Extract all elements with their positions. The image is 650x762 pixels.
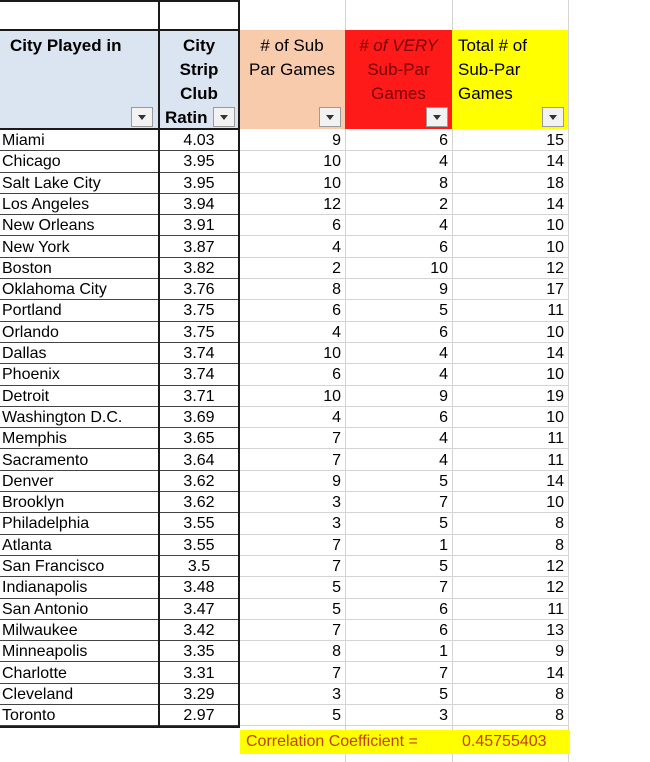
cell-rating[interactable]: 3.87 bbox=[159, 237, 239, 258]
cell-city[interactable]: Salt Lake City bbox=[0, 173, 159, 194]
header-rating-line: Club bbox=[180, 84, 218, 103]
cell-total[interactable]: 14 bbox=[452, 194, 568, 215]
header-very-sub-par-line: Sub-Par bbox=[367, 60, 430, 79]
cell-city[interactable]: Toronto bbox=[0, 705, 159, 726]
cell-city[interactable]: New Orleans bbox=[0, 215, 159, 236]
cell-sub-par[interactable]: 5 bbox=[239, 705, 345, 726]
cell-very-sub-par[interactable]: 9 bbox=[345, 386, 452, 407]
table-row bbox=[0, 471, 573, 492]
header-sub-par bbox=[239, 30, 345, 129]
border-header-bottom bbox=[0, 128, 240, 130]
cell-sub-par[interactable]: 7 bbox=[239, 428, 345, 449]
cell-rating[interactable]: 3.62 bbox=[159, 471, 239, 492]
cell-very-sub-par[interactable]: 7 bbox=[345, 663, 452, 684]
table-row bbox=[0, 364, 573, 385]
cell-very-sub-par[interactable]: 2 bbox=[345, 194, 452, 215]
cell-total[interactable]: 10 bbox=[452, 407, 568, 428]
cell-rating[interactable]: 3.75 bbox=[159, 322, 239, 343]
cell-city[interactable]: Denver bbox=[0, 471, 159, 492]
table-row bbox=[0, 173, 573, 194]
cell-city[interactable]: Sacramento bbox=[0, 450, 159, 471]
cell-rating[interactable]: 3.42 bbox=[159, 620, 239, 641]
header-rating-line: Strip bbox=[179, 60, 219, 79]
table-row bbox=[0, 556, 573, 577]
cell-total[interactable]: 9 bbox=[452, 641, 568, 662]
cell-very-sub-par[interactable]: 4 bbox=[345, 364, 452, 385]
table-row bbox=[0, 513, 573, 534]
cell-sub-par[interactable]: 12 bbox=[239, 194, 345, 215]
cell-very-sub-par[interactable]: 7 bbox=[345, 492, 452, 513]
cell-very-sub-par[interactable]: 6 bbox=[345, 599, 452, 620]
cell-rating[interactable]: 3.75 bbox=[159, 300, 239, 321]
header-very-sub-par bbox=[345, 30, 452, 129]
cell-sub-par[interactable]: 10 bbox=[239, 343, 345, 364]
cell-very-sub-par[interactable]: 5 bbox=[345, 556, 452, 577]
cell-sub-par[interactable]: 5 bbox=[239, 577, 345, 598]
cell-total[interactable]: 12 bbox=[452, 556, 568, 577]
cell-total[interactable]: 15 bbox=[452, 130, 568, 151]
correlation-label: Correlation Coefficient = bbox=[246, 733, 418, 750]
header-very-sub-par-line: Games bbox=[371, 84, 426, 103]
table-row bbox=[0, 535, 573, 556]
cell-city[interactable]: Los Angeles bbox=[0, 194, 159, 215]
cell-sub-par[interactable]: 3 bbox=[239, 492, 345, 513]
cell-very-sub-par[interactable]: 10 bbox=[345, 258, 452, 279]
cell-total[interactable]: 8 bbox=[452, 705, 568, 726]
cell-city[interactable]: Minneapolis bbox=[0, 641, 159, 662]
cell-total[interactable]: 14 bbox=[452, 343, 568, 364]
cell-sub-par[interactable]: 6 bbox=[239, 300, 345, 321]
table-row bbox=[0, 407, 573, 428]
cell-total[interactable]: 8 bbox=[452, 684, 568, 705]
cell-city[interactable]: Brooklyn bbox=[0, 492, 159, 513]
table-row bbox=[0, 130, 573, 151]
cell-sub-par[interactable]: 7 bbox=[239, 620, 345, 641]
table-row bbox=[0, 343, 573, 364]
table-row bbox=[0, 450, 573, 471]
cell-sub-par[interactable]: 6 bbox=[239, 215, 345, 236]
cell-very-sub-par[interactable]: 5 bbox=[345, 684, 452, 705]
border-table-bottom bbox=[0, 726, 240, 728]
cell-total[interactable]: 8 bbox=[452, 513, 568, 534]
cell-sub-par[interactable]: 10 bbox=[239, 151, 345, 172]
table-row bbox=[0, 428, 573, 449]
header-sub-par-label bbox=[239, 34, 345, 82]
filter-dropdown-rating[interactable] bbox=[213, 107, 235, 127]
cell-city[interactable]: New York bbox=[0, 237, 159, 258]
table-row bbox=[0, 194, 573, 215]
table-row bbox=[0, 492, 573, 513]
table-row bbox=[0, 300, 573, 321]
table-row bbox=[0, 151, 573, 172]
cell-total[interactable]: 11 bbox=[452, 599, 568, 620]
table-row bbox=[0, 641, 573, 662]
border-top bbox=[0, 0, 240, 2]
filter-dropdown-very-sub-par[interactable] bbox=[426, 107, 448, 127]
cell-sub-par[interactable]: 7 bbox=[239, 663, 345, 684]
cell-city[interactable]: Chicago bbox=[0, 151, 159, 172]
cell-very-sub-par[interactable]: 6 bbox=[345, 322, 452, 343]
cell-very-sub-par[interactable]: 4 bbox=[345, 428, 452, 449]
table-row bbox=[0, 620, 573, 641]
table-row bbox=[0, 705, 573, 726]
cell-very-sub-par[interactable]: 4 bbox=[345, 151, 452, 172]
cell-sub-par[interactable]: 7 bbox=[239, 450, 345, 471]
cell-sub-par[interactable]: 5 bbox=[239, 599, 345, 620]
filter-dropdown-sub-par[interactable] bbox=[319, 107, 341, 127]
cell-sub-par[interactable]: 8 bbox=[239, 641, 345, 662]
cell-rating[interactable]: 3.31 bbox=[159, 663, 239, 684]
header-total-line: Games bbox=[458, 84, 513, 103]
cell-very-sub-par[interactable]: 9 bbox=[345, 279, 452, 300]
cell-rating[interactable]: 3.82 bbox=[159, 258, 239, 279]
cell-total[interactable]: 10 bbox=[452, 492, 568, 513]
cell-total[interactable]: 17 bbox=[452, 279, 568, 300]
header-sub-par-line: # of Sub bbox=[260, 36, 324, 55]
cell-rating[interactable]: 4.03 bbox=[159, 130, 239, 151]
table-row bbox=[0, 577, 573, 598]
cell-rating[interactable]: 2.97 bbox=[159, 705, 239, 726]
cell-sub-par[interactable]: 2 bbox=[239, 258, 345, 279]
cell-rating[interactable]: 3.91 bbox=[159, 215, 239, 236]
table-row bbox=[0, 322, 573, 343]
cell-very-sub-par[interactable]: 5 bbox=[345, 513, 452, 534]
cell-city[interactable]: Milwaukee bbox=[0, 620, 159, 641]
cell-rating[interactable]: 3.5 bbox=[159, 556, 239, 577]
cell-very-sub-par[interactable]: 4 bbox=[345, 215, 452, 236]
cell-total[interactable]: 12 bbox=[452, 258, 568, 279]
cell-rating[interactable]: 3.29 bbox=[159, 684, 239, 705]
table-row bbox=[0, 279, 573, 300]
table-row bbox=[0, 386, 573, 407]
header-city bbox=[0, 30, 159, 129]
cell-sub-par[interactable]: 4 bbox=[239, 322, 345, 343]
cell-rating[interactable]: 3.76 bbox=[159, 279, 239, 300]
cell-sub-par[interactable]: 9 bbox=[239, 130, 345, 151]
cell-rating[interactable]: 3.95 bbox=[159, 173, 239, 194]
cell-very-sub-par[interactable]: 8 bbox=[345, 173, 452, 194]
cell-sub-par[interactable]: 3 bbox=[239, 684, 345, 705]
cell-city[interactable]: Miami bbox=[0, 130, 159, 151]
filter-dropdown-total[interactable] bbox=[542, 107, 564, 127]
cell-very-sub-par[interactable]: 1 bbox=[345, 535, 452, 556]
cell-rating[interactable]: 3.55 bbox=[159, 535, 239, 556]
cell-rating[interactable]: 3.65 bbox=[159, 428, 239, 449]
cell-total[interactable]: 10 bbox=[452, 322, 568, 343]
cell-rating[interactable]: 3.62 bbox=[159, 492, 239, 513]
cell-city[interactable]: Orlando bbox=[0, 322, 159, 343]
table-row bbox=[0, 663, 573, 684]
cell-city[interactable]: Dallas bbox=[0, 343, 159, 364]
cell-sub-par[interactable]: 4 bbox=[239, 237, 345, 258]
cell-rating[interactable]: 3.48 bbox=[159, 577, 239, 598]
cell-total[interactable]: 12 bbox=[452, 577, 568, 598]
cell-sub-par[interactable]: 4 bbox=[239, 407, 345, 428]
cell-city[interactable]: Washington D.C. bbox=[0, 407, 159, 428]
border-city-right bbox=[158, 0, 160, 728]
cell-sub-par[interactable]: 7 bbox=[239, 556, 345, 577]
filter-dropdown-city[interactable] bbox=[131, 107, 153, 127]
cell-very-sub-par[interactable]: 6 bbox=[345, 130, 452, 151]
cell-city[interactable]: Memphis bbox=[0, 428, 159, 449]
cell-total[interactable]: 11 bbox=[452, 300, 568, 321]
cell-city[interactable]: Indianapolis bbox=[0, 577, 159, 598]
header-sub-par-line: Par Games bbox=[249, 60, 335, 79]
cell-total[interactable]: 8 bbox=[452, 535, 568, 556]
header-city-label: City Played in bbox=[10, 36, 122, 55]
header-very-sub-par-label bbox=[345, 34, 452, 106]
cell-city[interactable]: Phoenix bbox=[0, 364, 159, 385]
header-total-label bbox=[452, 34, 568, 106]
cell-sub-par[interactable]: 8 bbox=[239, 279, 345, 300]
cell-sub-par[interactable]: 10 bbox=[239, 173, 345, 194]
cell-sub-par[interactable]: 3 bbox=[239, 513, 345, 534]
header-total-line: Total # of bbox=[458, 36, 527, 55]
cell-very-sub-par[interactable]: 6 bbox=[345, 620, 452, 641]
cell-city[interactable]: Portland bbox=[0, 300, 159, 321]
cell-rating[interactable]: 3.55 bbox=[159, 513, 239, 534]
cell-rating[interactable]: 3.47 bbox=[159, 599, 239, 620]
cell-total[interactable]: 18 bbox=[452, 173, 568, 194]
cell-total[interactable]: 11 bbox=[452, 450, 568, 471]
cell-city[interactable]: Oklahoma City bbox=[0, 279, 159, 300]
cell-very-sub-par[interactable]: 5 bbox=[345, 300, 452, 321]
cell-city[interactable]: Cleveland bbox=[0, 684, 159, 705]
cell-very-sub-par[interactable]: 4 bbox=[345, 343, 452, 364]
header-total-line: Sub-Par bbox=[458, 60, 521, 79]
cell-very-sub-par[interactable]: 5 bbox=[345, 471, 452, 492]
table-row bbox=[0, 599, 573, 620]
cell-total[interactable]: 13 bbox=[452, 620, 568, 641]
cell-city[interactable]: San Francisco bbox=[0, 556, 159, 577]
cell-total[interactable]: 10 bbox=[452, 215, 568, 236]
cell-rating[interactable]: 3.74 bbox=[159, 343, 239, 364]
cell-very-sub-par[interactable]: 7 bbox=[345, 577, 452, 598]
header-very-sub-par-line: # of VERY bbox=[359, 36, 438, 55]
cell-city[interactable]: Boston bbox=[0, 258, 159, 279]
cell-city[interactable]: Charlotte bbox=[0, 663, 159, 684]
cell-very-sub-par[interactable]: 4 bbox=[345, 450, 452, 471]
cell-rating[interactable]: 3.94 bbox=[159, 194, 239, 215]
border-rating-right bbox=[238, 0, 240, 728]
cell-rating[interactable]: 3.35 bbox=[159, 641, 239, 662]
header-total bbox=[452, 30, 568, 129]
cell-very-sub-par[interactable]: 1 bbox=[345, 641, 452, 662]
cell-sub-par[interactable]: 7 bbox=[239, 535, 345, 556]
cell-total[interactable]: 10 bbox=[452, 237, 568, 258]
cell-very-sub-par[interactable]: 6 bbox=[345, 407, 452, 428]
cell-city[interactable]: Philadelphia bbox=[0, 513, 159, 534]
cell-rating[interactable]: 3.64 bbox=[159, 450, 239, 471]
table-row bbox=[0, 684, 573, 705]
header-rating bbox=[159, 30, 239, 129]
table-row bbox=[0, 237, 573, 258]
cell-sub-par[interactable]: 6 bbox=[239, 364, 345, 385]
table-row bbox=[0, 215, 573, 236]
cell-rating[interactable]: 3.71 bbox=[159, 386, 239, 407]
cell-city[interactable]: Atlanta bbox=[0, 535, 159, 556]
cell-very-sub-par[interactable]: 6 bbox=[345, 237, 452, 258]
cell-total[interactable]: 14 bbox=[452, 663, 568, 684]
cell-city[interactable]: Detroit bbox=[0, 386, 159, 407]
cell-total[interactable]: 19 bbox=[452, 386, 568, 407]
border-header-top bbox=[0, 29, 240, 31]
cell-rating[interactable]: 3.74 bbox=[159, 364, 239, 385]
header-rating-line: City bbox=[182, 36, 216, 55]
cell-rating[interactable]: 3.95 bbox=[159, 151, 239, 172]
cell-sub-par[interactable]: 9 bbox=[239, 471, 345, 492]
cell-rating[interactable]: 3.69 bbox=[159, 407, 239, 428]
correlation-value: 0.45755403 bbox=[462, 733, 547, 750]
cell-sub-par[interactable]: 10 bbox=[239, 386, 345, 407]
cell-city[interactable]: San Antonio bbox=[0, 599, 159, 620]
cell-total[interactable]: 11 bbox=[452, 428, 568, 449]
table-row bbox=[0, 258, 573, 279]
header-rating-line: Ratin bbox=[165, 108, 208, 126]
cell-total[interactable]: 10 bbox=[452, 364, 568, 385]
cell-total[interactable]: 14 bbox=[452, 471, 568, 492]
cell-total[interactable]: 14 bbox=[452, 151, 568, 172]
cell-very-sub-par[interactable]: 3 bbox=[345, 705, 452, 726]
